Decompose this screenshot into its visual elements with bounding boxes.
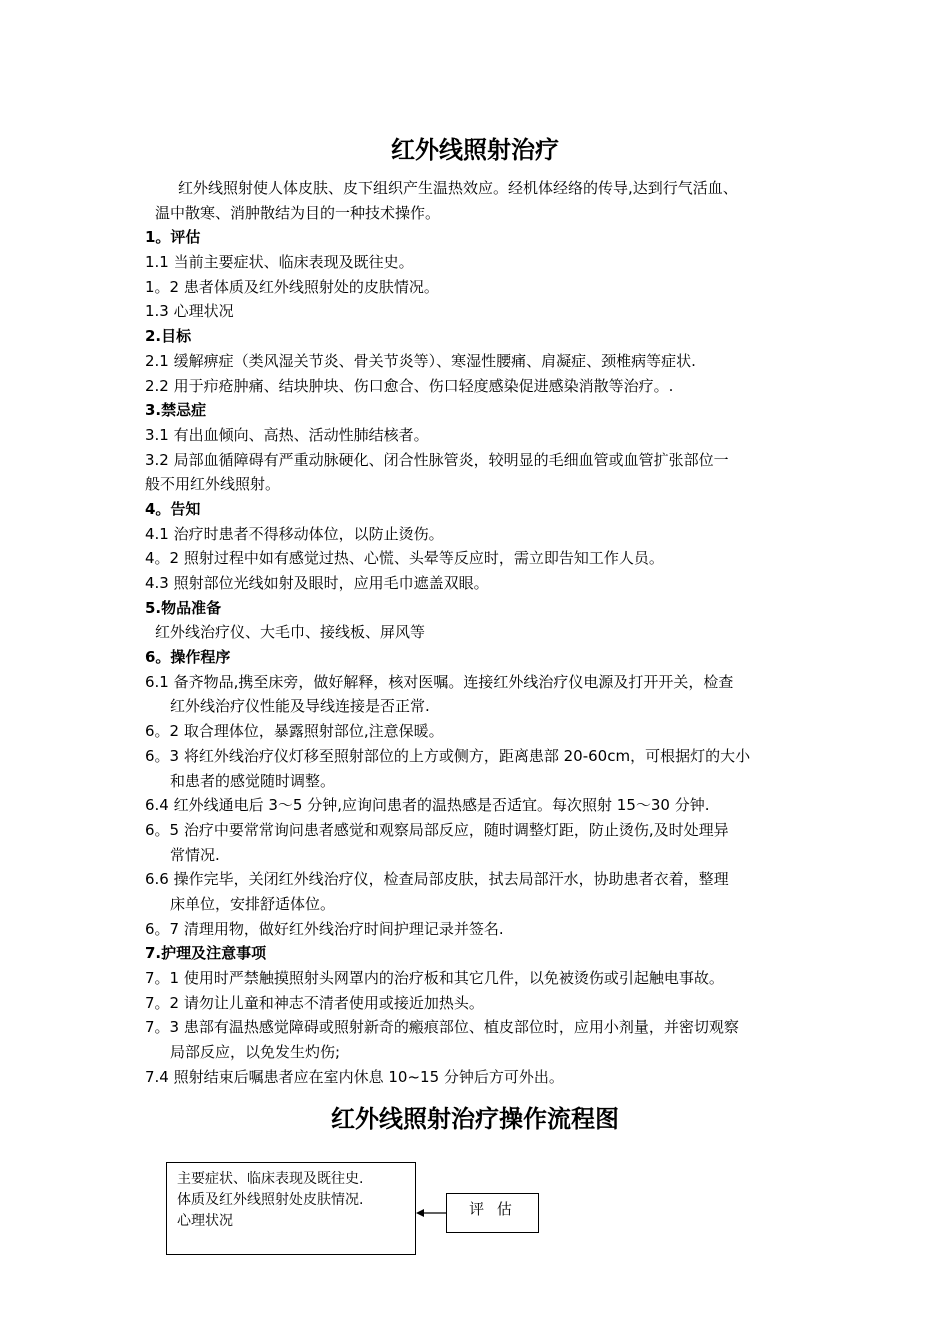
list-item: 6.4 红外线通电后 3～5 分钟,应询问患者的温热感是否适宜。每次照射 15～30 分钟. <box>145 796 710 815</box>
flowchart-box-line: 体质及红外线照射处皮肤情况. <box>177 1192 364 1208</box>
list-item: 4.1 治疗时患者不得移动体位，以防止烫伤。 <box>145 524 444 543</box>
flowchart-arrow-left-icon <box>416 1207 446 1219</box>
list-item: 7.4 照射结束后嘱患者应在室内休息 10~15 分钟后方可外出。 <box>145 1067 564 1086</box>
list-item: 6。5 治疗中要常常询问患者感觉和观察局部反应，随时调整灯距，防止烫伤,及时处理异 <box>145 820 729 839</box>
list-item: 1.3 心理状况 <box>145 302 234 321</box>
list-item: 6。3 将红外线治疗仪灯移至照射部位的上方或侧方，距离患部 20-60cm，可根据灯的大小 <box>145 746 751 765</box>
intro-paragraph-line-2: 温中散寒、消肿散结为目的一种技术操作。 <box>155 203 441 222</box>
list-item: 3.2 局部血循障碍有严重动脉硬化、闭合性脉管炎，较明显的毛细血管或血管扩张部位一 <box>145 450 729 469</box>
list-item: 7。3 患部有温热感觉障碍或照射新奇的瘢痕部位、植皮部位时，应用小剂量，并密切观察 <box>145 1018 739 1037</box>
list-item: 1.1 当前主要症状、临床表现及既往史。 <box>145 253 414 272</box>
list-item: 2.2 用于疖疮肿痛、结块肿块、伤口愈合、伤口轻度感染促进感染消散等治疗。. <box>145 376 674 395</box>
list-item: 2.1 缓解痹症（类风湿关节炎、骨关节炎等）、寒湿性腰痛、肩凝症、颈椎病等症状. <box>145 351 696 370</box>
section-heading-assessment: 1。评估 <box>145 228 201 247</box>
section-heading-goals: 2.目标 <box>145 327 192 346</box>
list-item: 6。2 取合理体位，暴露照射部位,注意保暖。 <box>145 722 444 741</box>
list-item-continuation: 床单位，安排舒适体位。 <box>170 894 336 913</box>
list-item: 6。7 清理用物，做好红外线治疗时间护理记录并签名. <box>145 919 504 938</box>
flowchart-title: 红外线照射治疗操作流程图 <box>331 1104 619 1133</box>
list-item-continuation: 般不用红外线照射。 <box>145 475 281 494</box>
section-heading-supplies: 5.物品准备 <box>145 598 222 617</box>
list-item: 6.6 操作完毕，关闭红外线治疗仪，检查局部皮肤，拭去局部汗水，协助患者衣着，整理 <box>145 870 729 889</box>
list-item: 7。2 请勿让儿童和神志不清者使用或接近加热头。 <box>145 993 484 1012</box>
list-item: 4.3 照射部位光线如射及眼时，应用毛巾遮盖双眼。 <box>145 574 489 592</box>
flowchart-assessment-details-box <box>166 1162 416 1255</box>
document-title: 红外线照射治疗 <box>391 135 559 164</box>
section-heading-contraindications: 3.禁忌症 <box>145 401 207 420</box>
list-item: 6.1 备齐物品,携至床旁，做好解释，核对医嘱。连接红外线治疗仪电源及打开开关，检查 <box>145 672 734 691</box>
section-heading-care-notes: 7.护理及注意事项 <box>145 944 267 963</box>
flowchart-assessment-box: 评 估 <box>446 1193 539 1233</box>
list-item: 7。1 使用时严禁触摸照射头网罩内的治疗板和其它几件，以免被烫伤或引起触电事故。 <box>145 969 724 987</box>
list-item-continuation: 常情况. <box>170 845 220 864</box>
list-item-continuation: 局部反应，以免发生灼伤; <box>170 1043 341 1062</box>
flowchart-box-line: 心理状况 <box>177 1213 233 1229</box>
list-item: 红外线治疗仪、大毛巾、接线板、屏风等 <box>155 623 426 642</box>
list-item: 3.1 有出血倾向、高热、活动性肺结核者。 <box>145 425 429 444</box>
document-body <box>145 176 810 1089</box>
list-item: 1。2 患者体质及红外线照射处的皮肤情况。 <box>145 277 439 296</box>
section-heading-procedure: 6。操作程序 <box>145 648 231 667</box>
list-item: 4。2 照射过程中如有感觉过热、心慌、头晕等反应时，需立即告知工作人员。 <box>145 549 664 568</box>
list-item-continuation: 红外线治疗仪性能及导线连接是否正常. <box>170 697 430 716</box>
flowchart-box-line: 主要症状、临床表现及既往史. <box>177 1171 364 1187</box>
section-heading-notification: 4。告知 <box>145 499 201 518</box>
list-item-continuation: 和患者的感觉随时调整。 <box>170 771 336 790</box>
intro-paragraph-line-1: 红外线照射使人体皮肤、皮下组织产生温热效应。经机体经络的传导,达到行气活血、 <box>178 179 738 197</box>
